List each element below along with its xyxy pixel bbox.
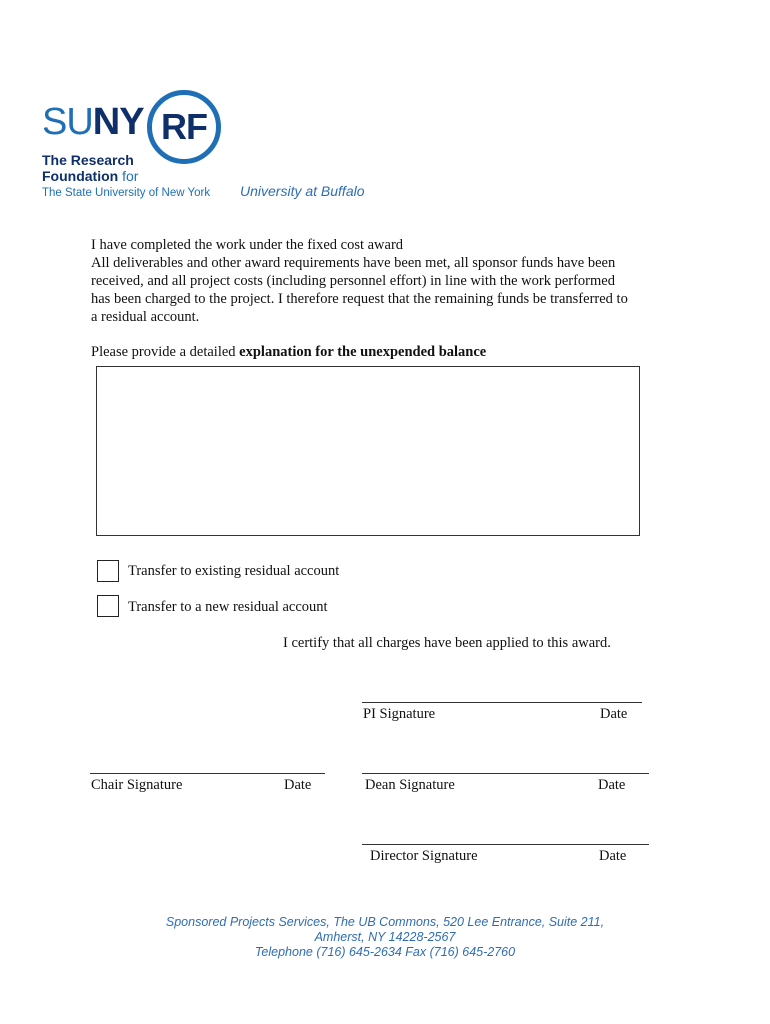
intro-line-4: has been charged to the project. I therefore request that the remaining funds be transferred to xyxy=(91,291,628,307)
certification-statement: I certify that all charges have been applied to this award. xyxy=(283,635,611,651)
footer-address-line-1: Sponsored Projects Services, The UB Commons, 520 Lee Entrance, Suite 211, xyxy=(165,915,605,929)
new-residual-checkbox[interactable] xyxy=(97,595,119,617)
chair-signature-line[interactable] xyxy=(90,773,325,774)
footer-address-line-2: Amherst, NY 14228-2567 xyxy=(314,930,456,944)
existing-residual-checkbox[interactable] xyxy=(97,560,119,582)
logo-line-3: The State University of New York xyxy=(42,187,211,199)
footer-phone-fax: Telephone (716) 645-2634 Fax (716) 645-2760 xyxy=(254,945,516,959)
logo-suny-wordmark: SUNY xyxy=(42,101,144,143)
director-signature-line[interactable] xyxy=(362,844,649,845)
dean-signature-label: Dean Signature xyxy=(365,777,455,793)
explanation-textarea[interactable] xyxy=(96,366,640,536)
director-date-label: Date xyxy=(599,848,627,864)
suny-rf-logo xyxy=(42,90,242,205)
logo-line-1: The Research xyxy=(42,152,134,168)
chair-signature-label: Chair Signature xyxy=(91,777,183,793)
pi-signature-line[interactable] xyxy=(362,702,642,703)
intro-line-1: I have completed the work under the fixed cost award xyxy=(91,237,404,253)
director-signature-label: Director Signature xyxy=(370,848,478,864)
campus-name: University at Buffalo xyxy=(240,183,365,199)
chair-date-label: Date xyxy=(284,777,312,793)
logo-line-2: Foundation for xyxy=(42,168,139,184)
pi-signature-label: PI Signature xyxy=(363,706,436,722)
intro-line-3: received, and all project costs (including personnel effort) in line with the work performed xyxy=(91,273,615,289)
intro-line-5: a residual account. xyxy=(91,309,200,325)
existing-residual-label: Transfer to existing residual account xyxy=(128,563,340,579)
logo-rf-circle-icon xyxy=(147,90,221,164)
explanation-prompt: Please provide a detailed explanation for the unexpended balance xyxy=(91,344,487,360)
pi-date-label: Date xyxy=(600,706,628,722)
logo-rf-text: RF xyxy=(161,106,207,147)
dean-date-label: Date xyxy=(598,777,626,793)
new-residual-label: Transfer to a new residual account xyxy=(128,599,328,615)
intro-line-2: All deliverables and other award requirements have been met, all sponsor funds have been xyxy=(91,255,616,271)
dean-signature-line[interactable] xyxy=(362,773,649,774)
